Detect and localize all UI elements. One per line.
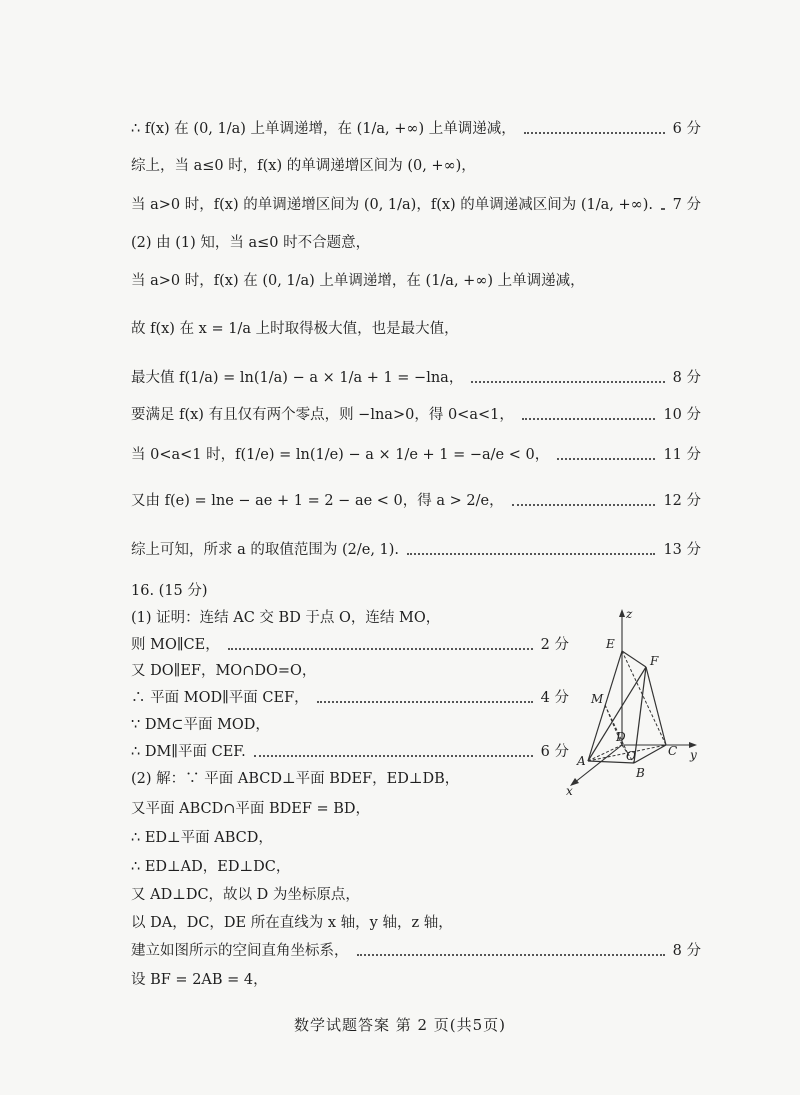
label-y: y <box>690 748 697 762</box>
score-mark: 6 分 <box>672 121 701 137</box>
solution-line: 综上，当 a≤0 时，f(x) 的单调递增区间为 (0, +∞)， <box>131 158 476 174</box>
solution-line: (1) 证明：连结 AC 交 BD 于点 O，连结 MO， <box>131 610 441 626</box>
solution-line: (2) 解：∵ 平面 ABCD⊥平面 BDEF，ED⊥DB， <box>131 771 460 787</box>
solution-line: ∴ ED⊥AD，ED⊥DC， <box>131 859 291 875</box>
solution-line: 当 a>0 时，f(x) 的单调递增区间为 (0, 1/a)，f(x) 的单调递减区间为 (1/a, +∞). 7 分 <box>131 197 701 213</box>
solution-line: 以 DA，DC，DE 所在直线为 x 轴，y 轴，z 轴， <box>131 915 453 931</box>
score-leader <box>254 753 533 757</box>
score-leader <box>357 952 665 956</box>
coordinate-diagram <box>560 605 710 795</box>
solution-line: 又 AD⊥DC，故以 D 为坐标原点， <box>131 887 360 903</box>
solution-line: ∴ ED⊥平面 ABCD， <box>131 830 273 846</box>
solution-line: ∵ DM⊂平面 MOD， <box>131 717 270 733</box>
label-m: M <box>591 692 604 706</box>
score-leader <box>317 699 533 703</box>
solution-line: 综上可知，所求 a 的取值范围为 (2/e, 1). 13 分 <box>131 542 701 558</box>
score-mark: 8 分 <box>672 370 701 386</box>
label-a: A <box>577 754 586 768</box>
label-b: B <box>636 766 645 780</box>
score-leader <box>557 456 655 460</box>
score-mark: 2 分 <box>540 637 569 653</box>
edge-bc <box>634 745 666 763</box>
label-f: F <box>650 654 659 668</box>
solution-line: 故 f(x) 在 x = 1/a 上时取得极大值，也是最大值， <box>131 321 459 337</box>
solution-line: ∴ f(x) 在 (0, 1/a) 上单调递增，在 (1/a, +∞) 上单调递减， 6 分 <box>131 121 701 137</box>
score-mark: 10 分 <box>663 407 701 423</box>
solution-line: ∴ DM∥平面 CEF. 6 分 <box>131 744 569 760</box>
score-leader <box>407 551 655 555</box>
question-heading: 16. (15 分) <box>131 583 208 599</box>
score-mark: 8 分 <box>672 943 701 959</box>
score-mark: 13 分 <box>663 542 701 558</box>
solution-line: 当 0<a<1 时，f(1/e) = ln(1/e) − a × 1/e + 1 = −a/e < 0， 11 分 <box>131 447 701 463</box>
score-leader <box>522 416 656 420</box>
label-e: E <box>606 637 615 651</box>
page-footer: 数学试题答案 第 2 页(共5页) <box>293 1016 507 1034</box>
label-c: C <box>668 744 678 758</box>
solid-geometry-figure <box>560 605 710 795</box>
score-mark: 11 分 <box>663 447 701 463</box>
score-leader <box>228 646 533 650</box>
solution-line: 又 DO∥EF，MO∩DO=O， <box>131 663 317 679</box>
solution-line: 又平面 ABCD∩平面 BDEF = BD， <box>131 801 371 817</box>
solution-line: 则 MO∥CE， 2 分 <box>131 637 569 653</box>
score-leader <box>661 206 665 210</box>
solution-line: 设 BF = 2AB = 4， <box>131 972 268 988</box>
score-mark: 12 分 <box>663 493 701 509</box>
solution-line: 最大值 f(1/a) = ln(1/a) − a × 1/a + 1 = −lna， 8 分 <box>131 370 701 386</box>
score-leader <box>471 379 664 383</box>
solution-line: ∴ 平面 MOD∥平面 CEF， 4 分 <box>131 690 569 706</box>
solution-line: 又由 f(e) = lne − ae + 1 = 2 − ae < 0，得 a > 2/e， 12 分 <box>131 493 701 509</box>
solution-line: (2) 由 (1) 知，当 a≤0 时不合题意， <box>131 235 371 251</box>
score-leader <box>524 130 665 134</box>
solution-line: 当 a>0 时，f(x) 在 (0, 1/a) 上单调递增，在 (1/a, +∞) 上单调递减， <box>131 273 585 289</box>
solution-line: 建立如图所示的空间直角坐标系， 8 分 <box>131 943 701 959</box>
edge-ef <box>622 651 646 667</box>
score-leader <box>512 502 656 506</box>
edge-fc <box>646 667 666 745</box>
score-mark: 7 分 <box>672 197 701 213</box>
z-arrow <box>619 609 625 617</box>
label-d: D <box>616 730 626 744</box>
solution-line: 要满足 f(x) 有且仅有两个零点，则 −lna>0，得 0<a<1， 10 分 <box>131 407 701 423</box>
label-x: x <box>566 784 573 795</box>
score-mark: 4 分 <box>540 690 569 706</box>
score-mark: 6 分 <box>540 744 569 760</box>
label-o: O <box>626 749 636 763</box>
label-z: z <box>626 607 633 621</box>
